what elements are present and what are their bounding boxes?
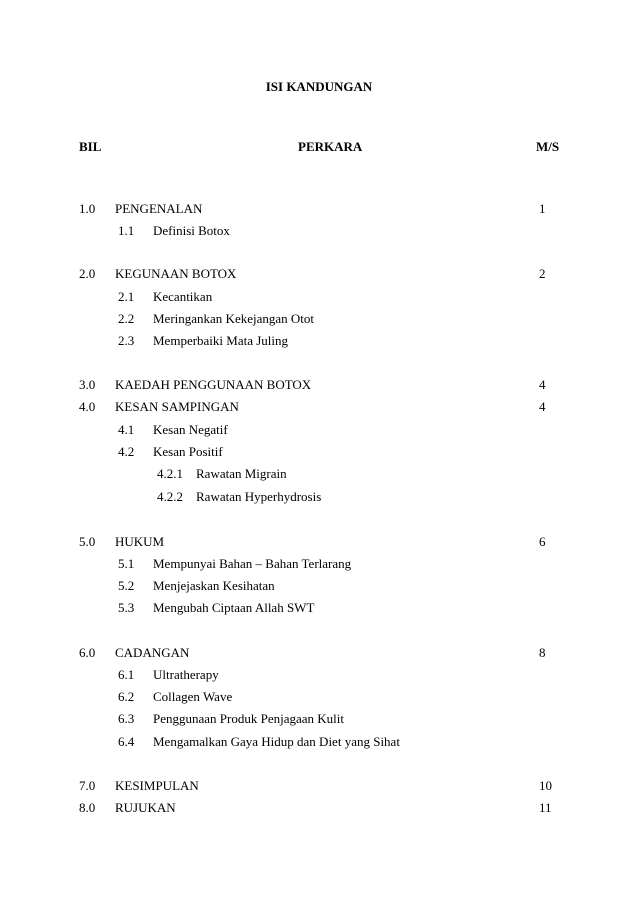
toc-entry-label: Menjejaskan Kesihatan — [153, 578, 275, 593]
column-header-perkara: PERKARA — [298, 139, 363, 154]
toc-entry-label: Mengamalkan Gaya Hidup dan Diet yang Sihat — [153, 734, 400, 749]
toc-entry-page: 11 — [539, 800, 552, 815]
toc-entry-number: 7.0 — [79, 778, 96, 793]
toc-entry-label: Rawatan Migrain — [196, 466, 287, 481]
toc-entry-number: 2.2 — [118, 311, 135, 326]
toc-entry-number: 4.2 — [118, 444, 135, 459]
toc-entry-label: Kecantikan — [153, 289, 213, 304]
toc-entry-label: Mengubah Ciptaan Allah SWT — [153, 600, 315, 615]
toc-entry-label: KEGUNAAN BOTOX — [115, 266, 237, 281]
toc-entry-label: Rawatan Hyperhydrosis — [196, 489, 322, 504]
toc-entry-number: 2.0 — [79, 266, 96, 281]
toc-entry-label: Collagen Wave — [153, 689, 233, 704]
toc-entry-number: 1.0 — [79, 201, 96, 216]
toc-entry-page: 1 — [539, 201, 546, 216]
toc-entry-label: CADANGAN — [115, 645, 190, 660]
toc-entry-number: 6.3 — [118, 711, 135, 726]
column-header-ms: M/S — [536, 139, 560, 154]
toc-entry-number: 1.1 — [118, 223, 135, 238]
toc-entry-page: 2 — [539, 266, 546, 281]
toc-entry-number: 3.0 — [79, 377, 96, 392]
toc-entry-number: 5.2 — [118, 578, 135, 593]
toc-entry-label: KESAN SAMPINGAN — [115, 399, 239, 414]
column-header-bil: BIL — [79, 139, 102, 154]
toc-entry-label: PENGENALAN — [115, 201, 203, 216]
toc-entry-number: 5.1 — [118, 556, 135, 571]
toc-entry-page: 8 — [539, 645, 546, 660]
toc-entry-label: RUJUKAN — [115, 800, 176, 815]
toc-entry-number: 4.1 — [118, 422, 135, 437]
toc-entry-page: 10 — [539, 778, 552, 793]
toc-entry-label: Meringankan Kekejangan Otot — [153, 311, 315, 326]
toc-entry-number: 5.3 — [118, 600, 135, 615]
toc-entry-label: Definisi Botox — [153, 223, 230, 238]
toc-entry-number: 6.2 — [118, 689, 135, 704]
toc-entry-number: 4.2.2 — [157, 489, 183, 504]
toc-entry-number: 2.3 — [118, 333, 135, 348]
toc-entry-number: 6.1 — [118, 667, 135, 682]
toc-entry-number: 4.2.1 — [157, 466, 183, 481]
toc-entry-number: 2.1 — [118, 289, 135, 304]
toc-entry-number: 6.0 — [79, 645, 96, 660]
toc-entry-label: KESIMPULAN — [115, 778, 199, 793]
toc-entry-page: 4 — [539, 399, 546, 414]
toc-entry-number: 5.0 — [79, 534, 96, 549]
toc-entry-number: 8.0 — [79, 800, 96, 815]
toc-entry-label: Kesan Positif — [153, 444, 223, 459]
toc-entry-page: 6 — [539, 534, 546, 549]
toc-entry-label: Ultratherapy — [153, 667, 219, 682]
toc-entry-number: 6.4 — [118, 734, 135, 749]
toc-entry-page: 4 — [539, 377, 546, 392]
page-title: ISI KANDUNGAN — [265, 79, 373, 94]
toc-entry-label: HUKUM — [115, 534, 165, 549]
toc-entry-label: KAEDAH PENGGUNAAN BOTOX — [115, 377, 312, 392]
toc-entry-number: 4.0 — [79, 399, 96, 414]
toc-entry-label: Kesan Negatif — [153, 422, 228, 437]
toc-entry-label: Memperbaiki Mata Juling — [153, 333, 289, 348]
toc-entry-label: Penggunaan Produk Penjagaan Kulit — [153, 711, 344, 726]
toc-entry-label: Mempunyai Bahan – Bahan Terlarang — [153, 556, 352, 571]
